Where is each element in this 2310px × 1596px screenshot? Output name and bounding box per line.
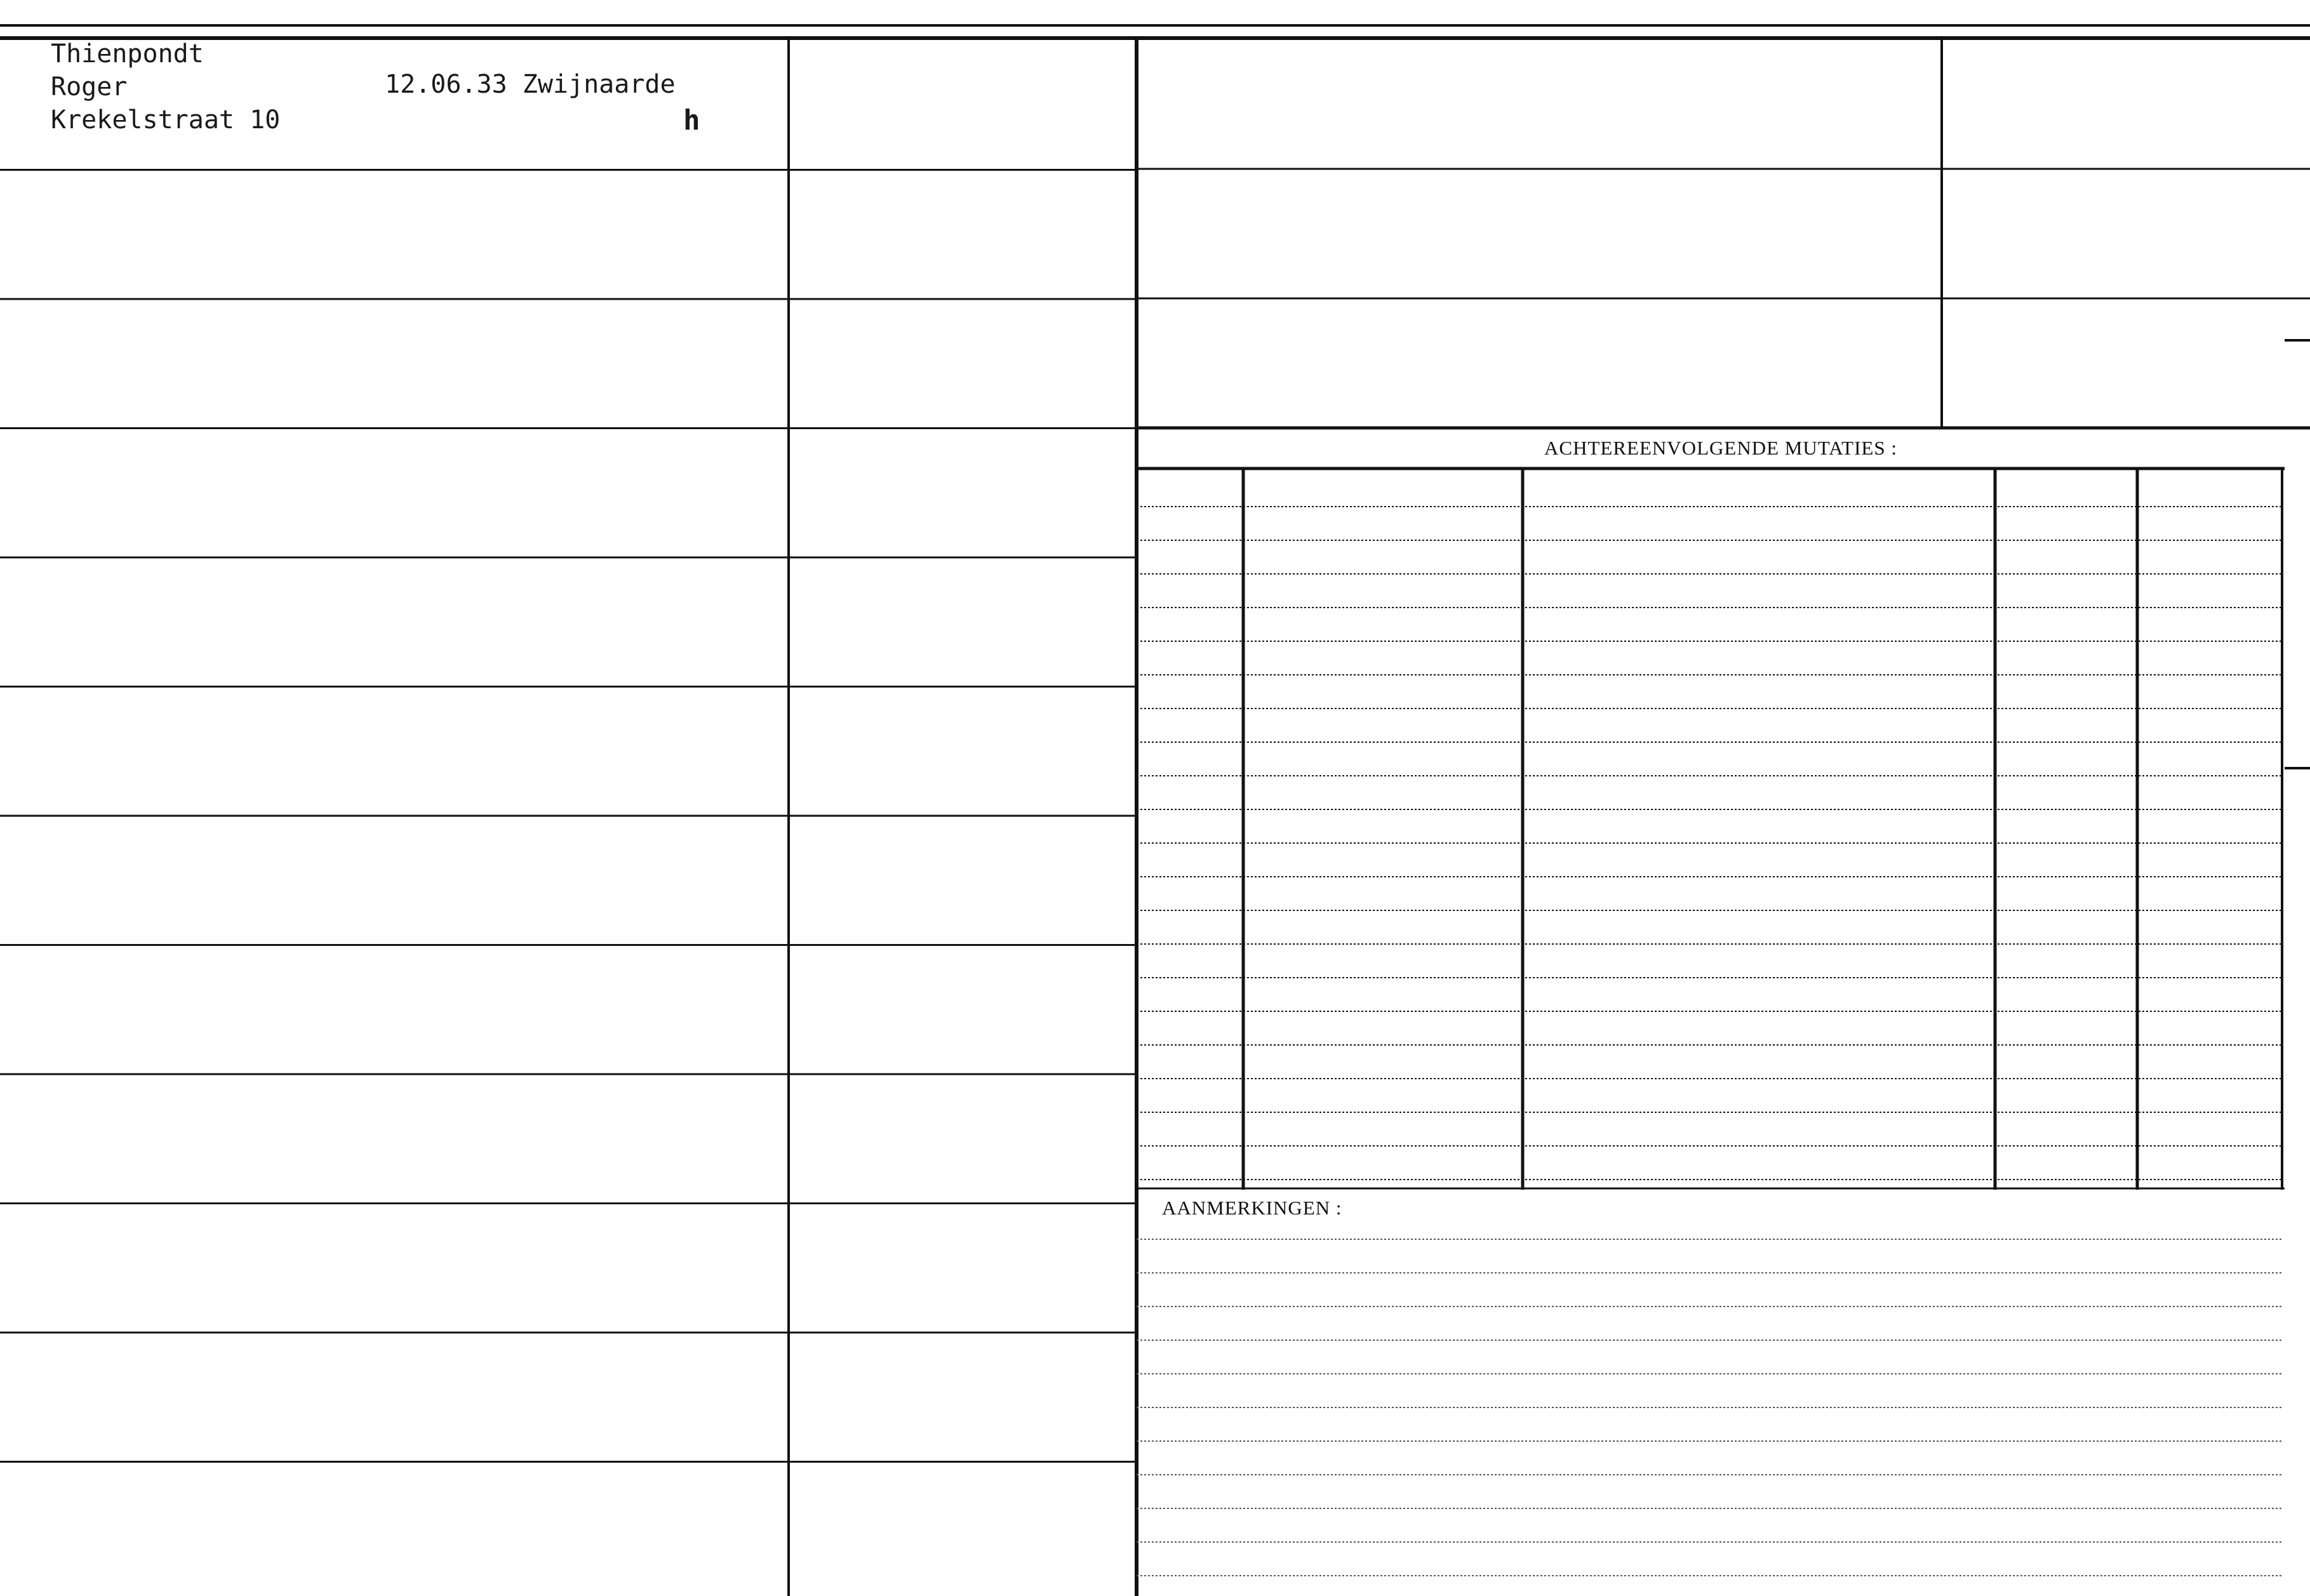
mutations-table [1137, 469, 2285, 1190]
remarks-lines [1137, 1239, 2283, 1576]
first-name-text: Roger [51, 72, 128, 102]
person-entry [51, 39, 700, 136]
mutations-header: ACHTEREENVOLGENDE MUTATIES : [1544, 437, 1897, 459]
handwritten-mark: h [683, 104, 700, 136]
left-register-grid [0, 38, 1137, 1596]
top-border [0, 25, 2310, 38]
remarks-header: AANMERKINGEN : [1162, 1197, 1342, 1219]
right-upper-boxes [1137, 38, 2310, 768]
birth-date-place-text: 12.06.33 Zwijnaarde [385, 70, 676, 99]
surname-text: Thienpondt [51, 39, 204, 69]
address-text: Krekelstraat 10 [51, 105, 281, 135]
